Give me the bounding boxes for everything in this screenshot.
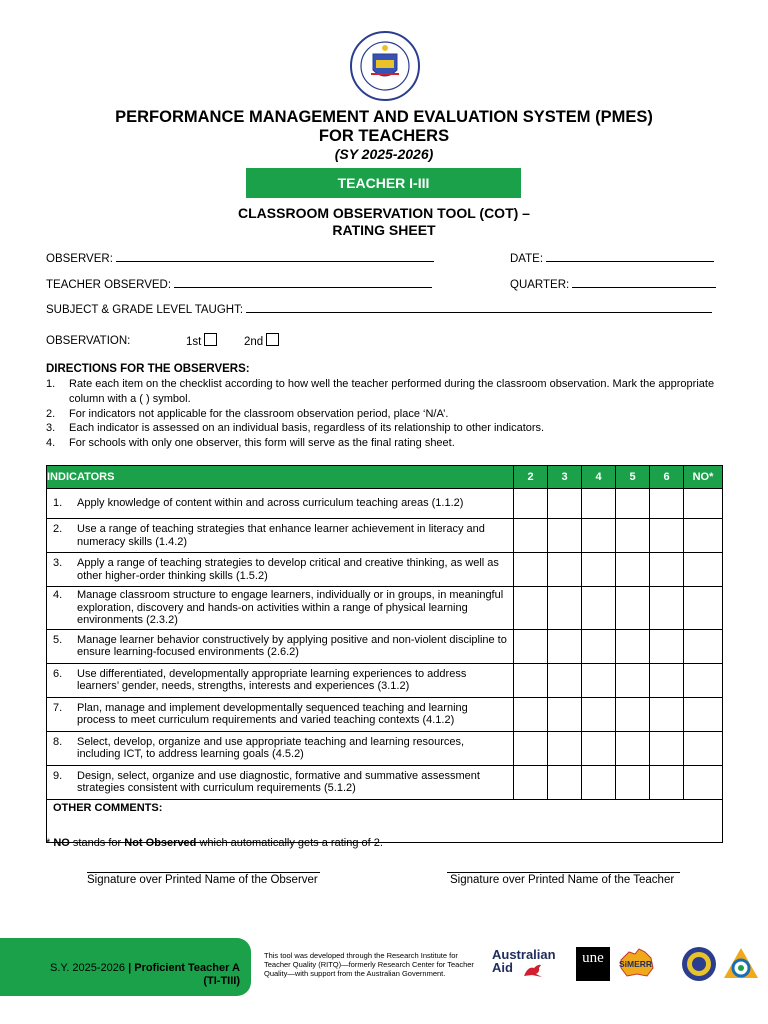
indicators-header: INDICATORS (47, 466, 514, 489)
direction-item (46, 407, 736, 422)
quarter-label: QUARTER: (510, 279, 570, 291)
footer-school-year: S.Y. 2025-2026 (50, 962, 129, 974)
rating-cell[interactable] (616, 587, 650, 630)
indicator-cell (47, 629, 514, 663)
rating-cell[interactable] (616, 697, 650, 731)
table-row (47, 553, 723, 587)
rating-cell[interactable] (548, 663, 582, 697)
rating-header-2: 2 (514, 466, 548, 489)
indicator-number: 1. (53, 497, 63, 510)
australian-aid-logo (492, 948, 564, 982)
rating-cell[interactable] (548, 765, 582, 799)
direction-item (46, 377, 736, 406)
observation-label: OBSERVATION: (46, 335, 131, 347)
subject-grade-line (246, 301, 712, 313)
second-label: 2nd (244, 336, 264, 348)
direction-number: 1. (46, 378, 56, 390)
document-title-line1: PERFORMANCE MANAGEMENT AND EVALUATION SYSTEM (PMES) (115, 108, 653, 126)
rating-cell[interactable] (548, 731, 582, 765)
table-row (47, 765, 723, 799)
rating-header-4: 4 (582, 466, 616, 489)
indicator-number: 3. (53, 557, 63, 569)
rating-cell[interactable] (548, 519, 582, 553)
rating-cell[interactable] (650, 765, 684, 799)
indicator-text: Use differentiated, developmentally appropriate learning experiences to address learners’ gender, needs, strengths, interests and experiences (3.1.2) (77, 667, 467, 692)
quarter-field[interactable] (510, 276, 716, 291)
rating-cell[interactable] (582, 489, 616, 519)
tool-title-line1: CLASSROOM OBSERVATION TOOL (COT) – (238, 205, 530, 221)
teacher-signature-line (447, 872, 680, 873)
simerr-logo (617, 946, 657, 982)
rating-cell[interactable] (514, 663, 548, 697)
rating-cell[interactable] (650, 697, 684, 731)
document-title-line2: FOR TEACHERS (318, 127, 450, 145)
direction-item (46, 436, 736, 451)
rating-cell[interactable] (514, 587, 548, 630)
indicator-text: Manage learner behavior constructively by applying positive and non-violent discipline to ensure learning-focused environments (2.6.2) (77, 633, 507, 658)
not-observed-header: NO* (684, 466, 723, 489)
teacher-signature-label: Signature over Printed Name of the Teacher (450, 874, 675, 886)
table-row (47, 663, 723, 697)
rating-header-6: 6 (650, 466, 684, 489)
rating-cell[interactable] (582, 765, 616, 799)
indicator-number: 8. (53, 735, 63, 748)
rating-cell[interactable] (582, 697, 616, 731)
indicator-number: 7. (53, 701, 63, 714)
rating-header-3: 3 (548, 466, 582, 489)
direction-text: For indicators not applicable for the classroom observation period, place ‘N/A’. (69, 408, 449, 420)
rating-cell[interactable] (548, 553, 582, 587)
rating-cell[interactable] (684, 731, 723, 765)
other-comments-label: OTHER COMMENTS: (53, 801, 163, 814)
footnote-not-observed: Not Observed (124, 837, 197, 849)
footnote-star: * (46, 837, 54, 849)
table-row (47, 629, 723, 663)
une-logo-text: une (582, 950, 604, 966)
date-line (546, 250, 714, 262)
rating-table (46, 465, 723, 843)
direction-number: 2. (46, 408, 56, 420)
indicator-text: Manage classroom structure to engage learners, individually or in groups, in meaningful exploration, discovery and hands-on activities within a range of physical learning environments (2.3.2) (77, 589, 504, 626)
rating-cell[interactable] (514, 553, 548, 587)
ritq-logo-icon (722, 946, 760, 982)
footer-level: Proficient Teacher A (134, 962, 240, 974)
footer-code: (TI-TIII) (203, 975, 240, 987)
teacher-observed-field[interactable] (46, 276, 432, 291)
indicator-number: 5. (53, 633, 63, 646)
aid-logo-line1: Australian (492, 947, 556, 962)
indicator-cell (47, 519, 514, 553)
rating-cell[interactable] (616, 629, 650, 663)
indicator-number: 6. (53, 667, 63, 680)
rating-cell[interactable] (582, 629, 616, 663)
subject-grade-field[interactable] (46, 301, 712, 316)
teacher-observed-line (174, 276, 432, 288)
rating-cell[interactable] (582, 553, 616, 587)
table-row (47, 519, 723, 553)
rating-cell[interactable] (684, 697, 723, 731)
simerr-logo-text: SiMERR (619, 959, 653, 969)
indicator-cell (47, 587, 514, 630)
indicator-text: Use a range of teaching strategies that enhance learner achievement in literacy and numeracy skills (1.4.2) (77, 523, 485, 548)
footer-text (20, 962, 240, 988)
tool-title-line2: RATING SHEET (332, 222, 436, 238)
rating-cell[interactable] (650, 587, 684, 630)
rating-cell[interactable] (684, 553, 723, 587)
indicator-number: 9. (53, 769, 63, 782)
rating-cell[interactable] (650, 731, 684, 765)
rating-cell[interactable] (616, 731, 650, 765)
rating-cell[interactable] (616, 765, 650, 799)
second-checkbox[interactable] (266, 333, 279, 346)
rating-cell[interactable] (582, 731, 616, 765)
rating-cell[interactable] (650, 519, 684, 553)
observer-line (116, 250, 434, 262)
quarter-line (572, 276, 716, 288)
other-comments-row (47, 799, 723, 842)
indicator-cell (47, 697, 514, 731)
directions-heading: DIRECTIONS FOR THE OBSERVERS: (46, 363, 250, 375)
date-field[interactable] (510, 250, 714, 265)
rating-cell[interactable] (548, 697, 582, 731)
direction-text: Rate each item on the checklist according to how well the teacher performed during the classroom observation. Mark the appropriate column with a ( ) symbol. (69, 378, 715, 405)
observer-field[interactable] (46, 250, 434, 265)
rating-cell[interactable] (684, 489, 723, 519)
rating-cell[interactable] (650, 489, 684, 519)
rating-cell[interactable] (514, 519, 548, 553)
indicator-text: Select, develop, organize and use appropriate teaching and learning resources, including ICT, to address learning goals (4.5.2) (77, 735, 465, 760)
footer-credit: This tool was developed through the Research Institute for Teacher Quality (RITQ)—formerly Research Center for Teacher Quality—with support from the Australian Government. (264, 951, 474, 978)
indicator-text: Plan, manage and implement developmentally sequenced teaching and learning process to meet curriculum requirements and varied teaching contexts (4.1.2) (77, 701, 468, 726)
rating-cell[interactable] (616, 663, 650, 697)
rating-cell[interactable] (650, 553, 684, 587)
rating-cell[interactable] (582, 519, 616, 553)
second-observation-option[interactable] (244, 333, 279, 348)
rating-cell[interactable] (650, 663, 684, 697)
first-observation-option[interactable] (186, 333, 217, 348)
deped-seal-logo (349, 30, 421, 102)
rating-cell[interactable] (616, 553, 650, 587)
other-comments-cell[interactable] (47, 799, 723, 842)
table-row (47, 587, 723, 630)
indicator-cell (47, 553, 514, 587)
rating-cell[interactable] (548, 587, 582, 630)
direction-text: For schools with only one observer, this form will serve as the final rating sheet. (69, 437, 455, 449)
observer-signature-label: Signature over Printed Name of the Observer (87, 874, 318, 886)
direction-number: 4. (46, 437, 56, 449)
direction-number: 3. (46, 422, 56, 434)
rating-header-5: 5 (616, 466, 650, 489)
rating-cell[interactable] (582, 587, 616, 630)
indicator-cell (47, 731, 514, 765)
rating-cell[interactable] (684, 629, 723, 663)
rating-cell[interactable] (514, 489, 548, 519)
rating-cell[interactable] (616, 519, 650, 553)
rating-cell[interactable] (684, 519, 723, 553)
rating-cell[interactable] (514, 697, 548, 731)
indicator-text: Design, select, organize and use diagnostic, formative and summative assessment strategies consistent with curriculum requirements (5.1.2) (77, 769, 480, 794)
direction-item (46, 421, 736, 436)
indicator-text: Apply knowledge of content within and across curriculum teaching areas (1.1.2) (77, 497, 464, 510)
rating-cell[interactable] (514, 731, 548, 765)
subject-grade-label: SUBJECT & GRADE LEVEL TAUGHT: (46, 304, 244, 316)
footnote (46, 837, 383, 849)
table-row (47, 697, 723, 731)
rating-cell[interactable] (650, 629, 684, 663)
rating-cell[interactable] (548, 489, 582, 519)
indicator-cell (47, 765, 514, 799)
position-banner: TEACHER I-III (246, 168, 521, 198)
rating-cell[interactable] (684, 663, 723, 697)
une-logo (576, 947, 610, 981)
observer-label: OBSERVER: (46, 253, 113, 265)
table-header-row (47, 466, 723, 489)
rating-cell[interactable] (548, 629, 582, 663)
rating-cell[interactable] (616, 489, 650, 519)
indicator-number: 2. (53, 523, 63, 535)
footnote-mid: stands for (69, 837, 125, 849)
table-row (47, 489, 723, 519)
rating-cell[interactable] (582, 663, 616, 697)
teacher-observed-label: TEACHER OBSERVED: (46, 279, 172, 291)
footnote-end: which automatically gets a rating of 2. (196, 837, 383, 849)
indicator-cell (47, 489, 514, 519)
aid-logo-line2: Aid (492, 960, 513, 975)
table-row (47, 731, 723, 765)
kangaroo-icon (522, 962, 544, 978)
rating-cell[interactable] (684, 587, 723, 630)
footer-separator: | (128, 962, 135, 974)
footnote-no: NO (53, 837, 70, 849)
indicator-cell (47, 663, 514, 697)
direction-text: Each indicator is assessed on an individual basis, regardless of its relationship to other indicators. (69, 422, 545, 434)
school-year: (SY 2025-2026) (334, 146, 434, 162)
indicator-number: 4. (53, 589, 63, 601)
indicator-text: Apply a range of teaching strategies to develop critical and creative thinking, as well as other higher-order thinking skills (1.5.2) (77, 557, 499, 582)
rating-cell[interactable] (514, 629, 548, 663)
rating-cell[interactable] (684, 765, 723, 799)
first-label: 1st (186, 336, 202, 348)
deped-round-seal-icon (681, 946, 717, 982)
observer-signature-line (87, 872, 320, 873)
first-checkbox[interactable] (204, 333, 217, 346)
date-label: DATE: (510, 253, 544, 265)
rating-cell[interactable] (514, 765, 548, 799)
